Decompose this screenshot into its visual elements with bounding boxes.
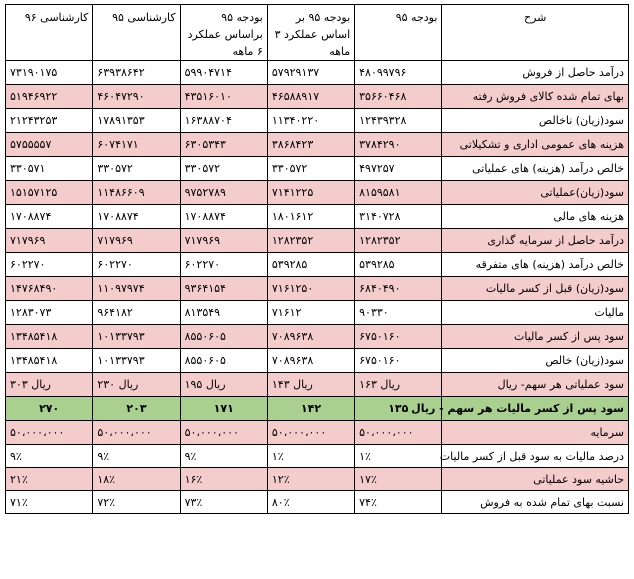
row-value: ۷۱۷۹۶۹	[93, 229, 180, 253]
row-value: ریال ۱۴۳	[267, 373, 354, 397]
row-value: ۵۷۵۵۵۵۷	[6, 133, 93, 157]
row-value: ۶۷۵۰۱۶۰	[355, 325, 442, 349]
row-value: ۵۱۹۴۶۹۲۲	[6, 85, 93, 109]
row-value: ۳۱۴۰۷۲۸	[355, 205, 442, 229]
row-value: ۸۵۵۰۶۰۵	[180, 325, 267, 349]
row-label: درآمد حاصل از سرمایه گذاری	[442, 229, 629, 253]
row-value: ۱۲۴۳۹۳۲۸	[355, 109, 442, 133]
table-row	[6, 349, 629, 373]
row-value: ۷۱۶۱۲	[267, 301, 354, 325]
row-value: ۹۶۴۱۸۲	[93, 301, 180, 325]
row-value: ۱۱۰۹۷۹۷۴	[93, 277, 180, 301]
row-value: ۳۳۰۵۷۲	[93, 157, 180, 181]
row-value: ۴۹۷۲۵۷	[355, 157, 442, 181]
row-value: ۱۴۷۶۸۴۹۰	[6, 277, 93, 301]
row-value: ۶۰۲۲۷۰	[6, 253, 93, 277]
row-value: ۱۷۱	[180, 397, 267, 421]
table-row	[6, 468, 629, 491]
row-label: بهای تمام شده کالای فروش رفته	[442, 85, 629, 109]
row-value: ۱۷٪	[355, 468, 442, 491]
row-value: ۷۳٪	[180, 491, 267, 514]
row-value: ۹٪	[93, 445, 180, 468]
row-label: نسبت بهای تمام شده به فروش	[442, 491, 629, 514]
table-row	[6, 445, 629, 468]
table-row	[6, 205, 629, 229]
row-value: ۱۲۸۲۳۵۲	[355, 229, 442, 253]
row-value: ۱۸۰۱۶۱۲	[267, 205, 354, 229]
row-value: ۱۳۵	[355, 397, 442, 421]
table-row	[6, 421, 629, 445]
row-value: ۶۳۹۳۸۶۴۲	[93, 61, 180, 85]
row-value: ریال ۳۰۳	[6, 373, 93, 397]
table-row	[6, 397, 629, 421]
row-label: سود(زیان)عملیاتی	[442, 181, 629, 205]
row-label: درصد مالیات به سود قبل از کسر مالیات	[442, 445, 629, 468]
row-label: سود(زیان) قبل از کسر مالیات	[442, 277, 629, 301]
row-label: هزینه های عمومی اداری و تشکیلاتی	[442, 133, 629, 157]
row-value: ۷۱۷۹۶۹	[6, 229, 93, 253]
row-value: ۱۳۴۸۵۴۱۸	[6, 349, 93, 373]
row-value: ۹٪	[6, 445, 93, 468]
row-value: ۸۱۵۹۵۸۱	[355, 181, 442, 205]
row-value: ۱۱۴۸۶۶۰۹	[93, 181, 180, 205]
row-value: ۹۳۶۴۱۵۴	[180, 277, 267, 301]
row-value: ۸۵۵۰۶۰۵	[180, 349, 267, 373]
row-value: ۷۱۴۱۲۲۵	[267, 181, 354, 205]
row-value: ۵۷۹۲۹۱۳۷	[267, 61, 354, 85]
financial-table-container	[5, 4, 629, 514]
row-value: ۶۳۰۵۳۴۳	[180, 133, 267, 157]
row-value: ۹٪	[180, 445, 267, 468]
row-value: ۱۷۰۸۸۷۴	[6, 205, 93, 229]
table-row	[6, 277, 629, 301]
row-label: سود عملیاتی هر سهم- ریال	[442, 373, 629, 397]
table-row	[6, 373, 629, 397]
row-value: ۴۳۵۱۶۰۱۰	[180, 85, 267, 109]
row-value: ۱۳۴۸۵۴۱۸	[6, 325, 93, 349]
table-row	[6, 229, 629, 253]
row-value: ۳۳۰۵۷۱	[6, 157, 93, 181]
table-row	[6, 325, 629, 349]
table-row	[6, 133, 629, 157]
row-value: ریال ۱۶۳	[355, 373, 442, 397]
row-value: ۲۱٪	[6, 468, 93, 491]
row-value: ۷۰۸۹۶۳۸	[267, 325, 354, 349]
row-value: ۹۰۳۳۰	[355, 301, 442, 325]
row-value: ۷۲٪	[93, 491, 180, 514]
row-value: ۲۱۲۴۳۲۵۳	[6, 109, 93, 133]
row-value: ۵۰،۰۰۰،۰۰۰	[355, 421, 442, 445]
row-value: ۱۸٪	[93, 468, 180, 491]
row-value: ۶۷۵۰۱۶۰	[355, 349, 442, 373]
row-value: ۵۰،۰۰۰،۰۰۰	[180, 421, 267, 445]
table-row	[6, 157, 629, 181]
row-label: سود(زیان) ناخالص	[442, 109, 629, 133]
row-value: ۶۰۲۲۷۰	[93, 253, 180, 277]
row-value: ۱۷۸۹۱۳۵۳	[93, 109, 180, 133]
row-value: ۵۹۹۰۴۷۱۴	[180, 61, 267, 85]
row-value: ریال ۲۳۰	[93, 373, 180, 397]
row-value: ۷۰۸۹۶۳۸	[267, 349, 354, 373]
row-value: ۷۴٪	[355, 491, 442, 514]
row-value: ۳۳۰۵۷۲	[180, 157, 267, 181]
row-value: ۱۶٪	[180, 468, 267, 491]
row-label: خالص درآمد (هزینه) های عملیاتی	[442, 157, 629, 181]
row-value: ۵۳۹۲۸۵	[355, 253, 442, 277]
row-value: ۱۷۰۸۸۷۴	[93, 205, 180, 229]
row-value: ۳۷۸۴۲۹۰	[355, 133, 442, 157]
table-row	[6, 491, 629, 514]
row-label: حاشیه سود عملیاتی	[442, 468, 629, 491]
row-value: ۳۵۶۶۰۴۶۸	[355, 85, 442, 109]
row-label: هزینه های مالی	[442, 205, 629, 229]
row-value: ۸۰٪	[267, 491, 354, 514]
row-label: مالیات	[442, 301, 629, 325]
row-value: ۹۷۵۲۷۸۹	[180, 181, 267, 205]
row-value: ۶۸۴۰۴۹۰	[355, 277, 442, 301]
row-value: ۳۳۰۵۷۲	[267, 157, 354, 181]
row-value: ۲۰۳	[93, 397, 180, 421]
row-label: سود پس از کسر مالیات	[442, 325, 629, 349]
row-value: ۵۰،۰۰۰،۰۰۰	[267, 421, 354, 445]
row-label: خالص درآمد (هزینه) های متفرقه	[442, 253, 629, 277]
row-value: ۱۰۱۳۳۷۹۳	[93, 325, 180, 349]
row-value: ۱۲۸۳۰۷۳	[6, 301, 93, 325]
row-value: ۷۳۱۹۰۱۷۵	[6, 61, 93, 85]
row-value: ۳۸۶۸۴۲۳	[267, 133, 354, 157]
row-value: ۴۶۵۸۸۹۱۷	[267, 85, 354, 109]
table-row	[6, 301, 629, 325]
row-value: ۱۵۱۵۷۱۲۵	[6, 181, 93, 205]
header-description: شرح	[442, 5, 629, 61]
row-value: ۱۰۱۳۳۷۹۳	[93, 349, 180, 373]
header-expert-96: کارشناسی ۹۶	[6, 5, 93, 61]
row-value: ۱۴۲	[267, 397, 354, 421]
row-value: ۱۶۳۸۸۷۰۴	[180, 109, 267, 133]
row-label: سود(زیان) خالص	[442, 349, 629, 373]
header-row	[6, 5, 629, 61]
row-value: ۸۱۳۵۴۹	[180, 301, 267, 325]
row-value: ۱٪	[267, 445, 354, 468]
row-value: ۱۷۰۸۸۷۴	[180, 205, 267, 229]
row-value: ۷۱۷۹۶۹	[180, 229, 267, 253]
header-expert-95: کارشناسی ۹۵	[93, 5, 180, 61]
table-row	[6, 61, 629, 85]
row-value: ۵۳۹۲۸۵	[267, 253, 354, 277]
table-row	[6, 181, 629, 205]
table-row	[6, 253, 629, 277]
row-value: ۴۶۰۴۷۲۹۰	[93, 85, 180, 109]
financial-table	[5, 4, 629, 514]
row-value: ریال ۱۹۵	[180, 373, 267, 397]
header-budget-95: بودجه ۹۵	[355, 5, 442, 61]
row-value: ۵۰،۰۰۰،۰۰۰	[6, 421, 93, 445]
row-value: ۱٪	[355, 445, 442, 468]
row-label: درآمد حاصل از فروش	[442, 61, 629, 85]
row-value: ۶۰۲۲۷۰	[180, 253, 267, 277]
row-label: سود پس از کسر مالیات هر سهم - ریال	[442, 397, 629, 421]
row-label: سرمایه	[442, 421, 629, 445]
table-row	[6, 85, 629, 109]
row-value: ۵۰،۰۰۰،۰۰۰	[93, 421, 180, 445]
row-value: ۱۱۳۴۰۲۲۰	[267, 109, 354, 133]
row-value: ۴۸۰۹۹۷۹۶	[355, 61, 442, 85]
header-budget-95-6month: بودجه ۹۵ براساس عملکرد ۶ ماهه	[180, 5, 267, 61]
row-value: ۱۲۸۲۳۵۲	[267, 229, 354, 253]
row-value: ۲۷۰	[6, 397, 93, 421]
table-body	[6, 61, 629, 514]
row-value: ۱۲٪	[267, 468, 354, 491]
row-value: ۷۱۶۱۲۵۰	[267, 277, 354, 301]
row-value: ۶۰۷۴۱۷۱	[93, 133, 180, 157]
row-value: ۷۱٪	[6, 491, 93, 514]
header-budget-95-3month: بودجه ۹۵ بر اساس عملکرد ۳ ماهه	[267, 5, 354, 61]
table-row	[6, 109, 629, 133]
